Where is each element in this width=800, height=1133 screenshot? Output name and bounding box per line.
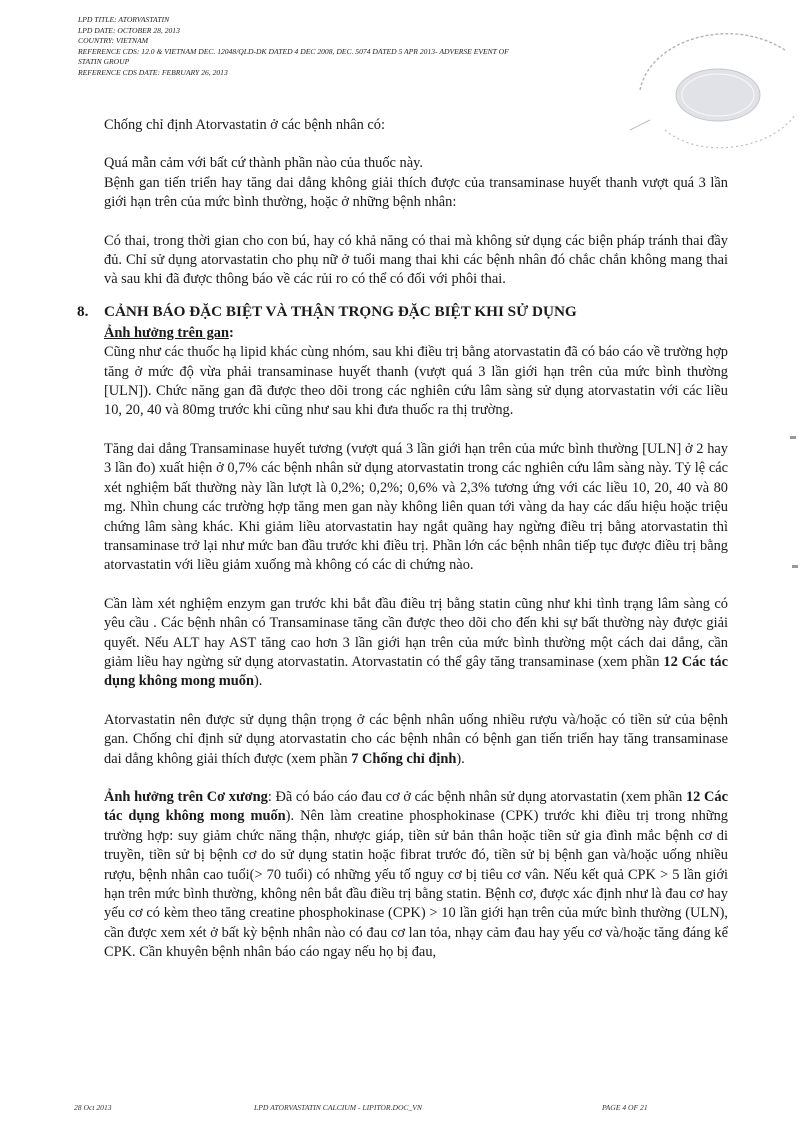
scan-mark <box>790 436 796 439</box>
paragraph-liver-effects: Cũng như các thuốc hạ lipid khác cùng nhóm, sau khi điều trị bằng atorvastatin đã có báo cáo về trường hợp tăng ở mức độ vừa phải transaminase huyết thanh (vượt quá 3 lần giới hạn trên của mức bình thường [ULN]). Chức năng gan đã được theo dõi trong các nghiên cứu lâm sàng sử dụng atorvastatin với các liều 10, 20, 40 và 80mg trước khi cũng như sau khi đưa thuốc ra thị trường. <box>104 344 728 419</box>
scan-mark <box>792 565 798 568</box>
page-body <box>77 116 728 963</box>
document-footer <box>74 1103 714 1117</box>
header-reference-date: REFERENCE CDS DATE: FEBRUARY 26, 2013 <box>78 67 228 77</box>
paragraph-pregnancy: Có thai, trong thời gian cho con bú, hay có khả năng có thai mà không sử dụng các biện pháp tránh thai đầy đủ. Chỉ sử dụng atorvastatin cho phụ nữ ở tuổi mang thai khi các bệnh nhân đó chắc chắn không mang thai và sau khi đã được thông báo về các rủi ro có thể có đối với phôi thai. <box>104 232 728 288</box>
footer-page-number: PAGE 4 OF 21 <box>602 1103 648 1112</box>
section-heading <box>77 302 728 322</box>
paragraph-alcohol-caution: Atorvastatin nên được sử dụng thận trọng ở các bệnh nhân uống nhiều rượu và/hoặc có tiền sử của bệnh gan. Chống chỉ định sử dụng atorvastatin cho các bệnh nhân có bệnh gan tiến triển hay tăng transaminase dai dẳng không giải thích được (xem phần 7 Chống chỉ định). <box>104 711 728 767</box>
paragraph-liver-enzyme-test: Cần làm xét nghiệm enzym gan trước khi bắt đầu điều trị bằng statin cũng như khi tình trạng lâm sàng có yêu cầu . Các bệnh nhân có Transaminase tăng cần được theo dõi cho đến khi sự bất thường này được giải quyết. Nếu ALT hay AST tăng cao hơn 3 lần giới hạn trên của mức bình thường một cách dai dẳng, cần giảm liều hay ngừng sử dụng atorvastatin. Atorvastatin có thể gây tăng transaminase (xem phần 12 Các tác dụng không mong muốn). <box>104 595 728 690</box>
section-title: CẢNH BÁO ĐẶC BIỆT VÀ THẬN TRỌNG ĐẶC BIỆT KHI SỬ DỤNG <box>104 302 577 320</box>
paragraph-transaminase: Tăng dai dẳng Transaminase huyết tương (vượt quá 3 lần giới hạn trên của mức bình thường [ULN] ở 2 hay 3 lần đo) xuất hiện ở 0,7% các bệnh nhân sử dụng atorvastatin trong các nghiên cứu lâm sàng này. Tỷ lệ các xét nghiệm bất thường này lần lượt là 0,2%; 0,2%; 0,6% và 2,3% tương ứng với các liều 10, 20, 40 và 80 mg. Nhìn chung các trường hợp tăng men gan này không liên quan tới vàng da hay các dấu hiệu hoặc triệu chứng lâm sàng khác. Khi giảm liều atorvastatin hay ngắt quãng hay ngừng điều trị bằng atorvastatin thì transaminase trở lại như mức ban đầu trước khi điều trị. Phần lớn các bệnh nhân tiếp tục được điều trị bằng atorvastatin với liều giảm xuống mà không có các di chứng nào. <box>104 440 728 574</box>
subheading-liver: Ảnh hưởng trên gan: <box>104 324 234 341</box>
paragraph-liver-disease: Bệnh gan tiến triển hay tăng dai dẳng không giải thích được của transaminase huyết thanh vượt quá 3 lần giới hạn trên của mức bình thường, hoặc ở những bệnh nhân: <box>104 174 728 211</box>
subheading-musculoskeletal: Ảnh hưởng trên Cơ xương <box>104 788 268 805</box>
cross-reference-section-12: 12 Các tác dụng không mong muốn <box>104 653 728 690</box>
paragraph-contraindication-intro: Chống chỉ định Atorvastatin ở các bệnh nhân có: <box>104 117 385 133</box>
header-title: LPD TITLE: ATORVASTATIN <box>78 15 170 24</box>
header-date: LPD DATE: OCTOBER 28, 2013 <box>78 25 180 35</box>
cross-reference-section-12b: 12 Các tác dụng không mong muốn <box>104 788 728 825</box>
section-number: 8. <box>77 302 89 320</box>
header-reference-cont: STATIN GROUP <box>78 57 130 67</box>
header-country: COUNTRY: VIETNAM <box>78 36 149 46</box>
footer-filename: LPD ATORVASTATIN CALCIUM - LIPITOR.DOC_VN <box>254 1103 422 1112</box>
paragraph-hypersensitivity: Quá mẫn cảm với bất cứ thành phần nào của thuốc này. <box>104 155 423 172</box>
header-reference: REFERENCE CDS: 12.0 & VIETNAM DEC. 12048/QLD-DK DATED 4 DEC 2008, DEC. 5074 DATED 5 APR 2013- ADVERSE EVENT OF <box>78 46 509 56</box>
paragraph-musculoskeletal: Ảnh hưởng trên Cơ xương: Đã có báo cáo đau cơ ở các bệnh nhân sử dụng atorvastatin (xem phần 12 Các tác dụng không mong muốn). Nên làm creatine phosphokinase (CPK) trước khi điều trị trong những trường hợp: suy giảm chức năng thận, nhược giáp, tiền sử bản thân hoặc tiền sử gia đình mắc bệnh cơ di truyền, tiền sử bị bệnh cơ do sử dụng statin hoặc fibrat trước đó, tiền sử bị bệnh gan và/hoặc uống nhiều rượu, bệnh nhân cao tuổi(> 70 tuổi) có những yếu tố nguy cơ bị tiêu cơ vân. Nếu kết quả CPK > 5 lần giới hạn trên mức bình thường, không nên bắt đầu điều trị bằng statin. Bệnh cơ, được xác định như là đau cơ hay yếu cơ có kèm theo tăng creatine phosphokinase (CPK) > 10 lần giới hạn trên của mức bình thường (ULN), cần được xem xét ở bất kỳ bệnh nhân nào có đau cơ lan tỏa, nhạy cảm đau hay yếu cơ và/hoặc tăng đáng kể CPK. Cần khuyên bệnh nhân báo cáo ngay nếu họ bị đau, <box>104 788 728 961</box>
cross-reference-section-7: 7 Chống chỉ định <box>351 750 457 767</box>
footer-date: 28 Oct 2013 <box>74 1103 112 1112</box>
subheading-liver-text: Ảnh hưởng trên gan <box>104 324 229 341</box>
